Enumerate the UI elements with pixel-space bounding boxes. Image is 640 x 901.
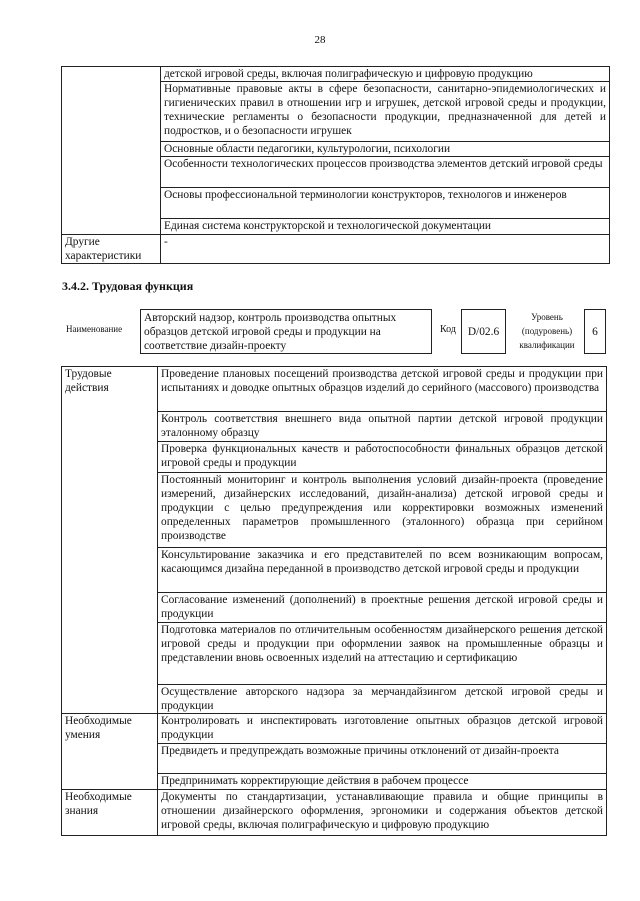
page-number: 28 (314, 34, 326, 46)
table-row: Особенности технологических процессов производства элементов детский игровой среды (161, 157, 610, 188)
table-row: Подготовка материалов по отличительным особенностям дизайнерского решения детской игровой среды и продукции при оформлении заявок на промышленные образцы и представлении вновь освоенных изделий на аттестацию и сертификацию (158, 623, 607, 685)
level-value-box (584, 309, 606, 354)
table-row: Проверка функциональных качеств и работоспособности финальных образцов детской игровой среды и продукции (158, 442, 607, 473)
level-label: Уровень (подуровень) квалификации (519, 312, 575, 350)
table-row: Основные области педагогики, культурологии, психологии (161, 142, 610, 157)
skills-label: Необходимые умения (62, 714, 158, 790)
knowledge-label: Необходимые знания (62, 790, 158, 836)
section-title: 3.4.2. Трудовая функция (62, 279, 194, 293)
name-label: Наименование (66, 324, 123, 334)
table-row: Нормативные правовые акты в сфере безопасности, санитарно-эпидемиологических и гигиенических правил в отношении игр и игрушек, детской игровой среды и продукции, технические регламенты о безопасности продукции, предназначенной для детей и подростков, и о безопасности игрушек (161, 82, 610, 142)
function-name-box: Авторский надзор, контроль производства опытных образцов детской игровой среды и продукции на соответствие дизайн-проекту (140, 309, 432, 354)
knowledge-table-continued (61, 66, 610, 264)
level-value: 6 (592, 325, 598, 338)
table-row: Предпринимать корректирующие действия в рабочем процессе (158, 774, 607, 790)
other-characteristics-label: Другие характеристики (62, 235, 161, 264)
continued-label-cell (62, 67, 161, 235)
table-row: Проведение плановых посещений производства детской игровой среды и продукции при испытаниях и доводке опытных образцов изделий до серийного (массового) производства (158, 367, 607, 412)
table-row: Документы по стандартизации, устанавливающие правила и общие принципы в отношении дизайнерского оформления, эргономики и содержания объектов детской игровой среды, включая полиграфическую и цифровую продукцию (158, 790, 607, 836)
table-row: Осуществление авторского надзора за мерчандайзингом детской игровой среды и продукции (158, 685, 607, 714)
table-row: Предвидеть и предупреждать возможные причины отклонений от дизайн-проекта (158, 744, 607, 774)
table-row: Основы профессиональной терминологии конструкторов, технологов и инженеров (161, 188, 610, 219)
other-characteristics-value: - (161, 235, 610, 264)
table-row: детской игровой среды, включая полиграфическую и цифровую продукцию (161, 67, 610, 82)
code-label: Код (440, 324, 456, 335)
table-row: Согласование изменений (дополнений) в проектные решения детской игровой среды и продукции (158, 593, 607, 623)
table-row: Контролировать и инспектировать изготовление опытных образцов детской игровой продукции (158, 714, 607, 744)
table-row: Консультирование заказчика и его представителей по всем возникающим вопросам, касающимся дизайна переданной в производство детской игровой среды и продукции (158, 548, 607, 593)
labor-function-table (61, 366, 607, 836)
table-row: Контроль соответствия внешнего вида опытной партии детской игровой продукции эталонному образцу (158, 412, 607, 442)
table-row: Постоянный мониторинг и контроль выполнения условий дизайн-проекта (проведение измерений, дизайнерских исследований, дизайн-анализа) детской игровой среды и продукции с целью предупреждения или корректировки возможных изменений определенных параметров промышленного (эталонного) образца при серийном производстве (158, 473, 607, 548)
code-value-box (461, 309, 506, 354)
code-value: D/02.6 (467, 325, 500, 338)
table-row: Единая система конструкторской и технологической документации (161, 219, 610, 235)
labor-actions-label: Трудовые действия (62, 367, 158, 714)
